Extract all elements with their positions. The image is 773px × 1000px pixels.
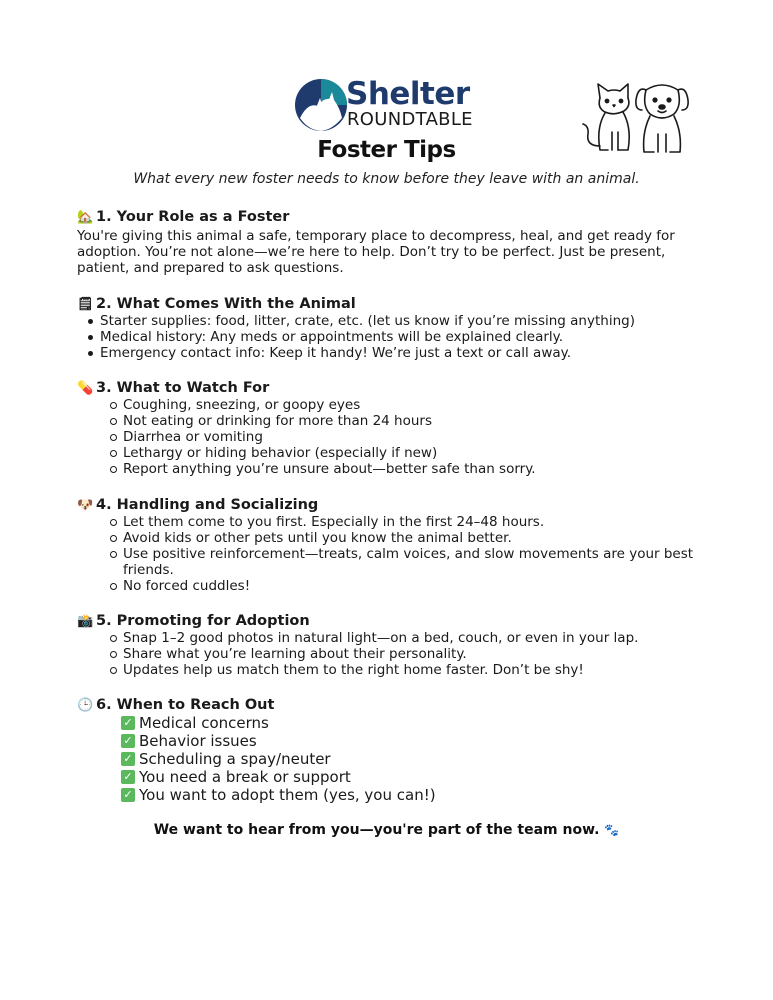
logo-word-shelter: Shelter: [346, 76, 470, 112]
list-item: [77, 732, 697, 750]
closing-message: [0, 822, 773, 838]
list-item-text: You need a break or support: [139, 768, 351, 786]
list-item: Updates help us match them to the right home faster. Don’t be shy!: [77, 662, 697, 678]
section-heading: [77, 497, 697, 514]
paw-prints-icon: 🐾: [604, 823, 620, 837]
list-item: [77, 768, 697, 786]
section-heading: [77, 296, 697, 313]
list-item: Share what you’re learning about their personality.: [77, 646, 697, 662]
list-item: No forced cuddles!: [77, 578, 697, 594]
list-item-text: Scheduling a spay/neuter: [139, 750, 331, 768]
check-mark-icon: ✓: [121, 770, 135, 784]
checklist: [77, 714, 697, 804]
check-mark-icon: ✓: [121, 716, 135, 730]
section-paragraph: You're giving this animal a safe, temporary place to decompress, heal, and get ready for adoption. You’re not alone—we’re here to help. Don’t try to be perfect. Just be present, patient, and prepared to ask questions.: [77, 228, 675, 276]
section-heading-text: 5. Promoting for Adoption: [96, 613, 310, 629]
section-heading-text: 3. What to Watch For: [96, 380, 270, 396]
house-icon: 🏡: [77, 210, 94, 225]
section-what-comes-with: [77, 296, 697, 361]
notepad-icon: 🗒: [77, 297, 94, 312]
section-your-role: [77, 209, 697, 276]
list-item: Report anything you’re unsure about—better safe than sorry.: [77, 461, 697, 477]
list-item: Starter supplies: food, litter, crate, etc. (let us know if you’re missing anything): [77, 313, 697, 329]
section-heading: [77, 209, 697, 226]
dog-face-icon: 🐶: [77, 498, 94, 513]
list-item: Not eating or drinking for more than 24 hours: [77, 413, 697, 429]
list-item: Let them come to you first. Especially in the first 24–48 hours.: [77, 514, 697, 530]
list-item: Lethargy or hiding behavior (especially if new): [77, 445, 697, 461]
list-item: [77, 786, 697, 804]
section-heading: [77, 697, 697, 714]
circle-list: [77, 514, 697, 594]
pill-icon: 💊: [77, 381, 94, 396]
section-heading: [77, 613, 697, 630]
logo-word-roundtable: ROUNDTABLE: [347, 109, 473, 130]
section-heading: [77, 380, 697, 397]
section-what-to-watch: [77, 380, 697, 477]
list-item: Coughing, sneezing, or goopy eyes: [77, 397, 697, 413]
list-item: Use positive reinforcement—treats, calm voices, and slow movements are your best friends.: [77, 546, 697, 578]
circle-list: [77, 630, 697, 678]
list-item: Diarrhea or vomiting: [77, 429, 697, 445]
clock-icon: 🕒: [77, 698, 94, 713]
circle-list: [77, 397, 697, 477]
section-heading-text: 6. When to Reach Out: [96, 697, 275, 713]
bullet-list: [77, 313, 697, 361]
page-title: Foster Tips: [317, 137, 456, 163]
section-handling: [77, 497, 697, 594]
section-heading-text: 1. Your Role as a Foster: [96, 209, 290, 225]
section-heading-text: 2. What Comes With the Animal: [96, 296, 356, 312]
section-reach-out: [77, 697, 697, 804]
section-promoting: [77, 613, 697, 678]
camera-icon: 📸: [77, 614, 94, 629]
list-item: Avoid kids or other pets until you know the animal better.: [77, 530, 697, 546]
check-mark-icon: ✓: [121, 788, 135, 802]
section-heading-text: 4. Handling and Socializing: [96, 497, 319, 513]
list-item-text: You want to adopt them (yes, you can!): [139, 786, 436, 804]
list-item: Emergency contact info: Keep it handy! We’re just a text or call away.: [77, 345, 697, 361]
list-item: Snap 1–2 good photos in natural light—on a bed, couch, or even in your lap.: [77, 630, 697, 646]
check-mark-icon: ✓: [121, 734, 135, 748]
list-item-text: Behavior issues: [139, 732, 257, 750]
check-mark-icon: ✓: [121, 752, 135, 766]
logo-mark-icon: [294, 78, 348, 132]
list-item: Medical history: Any meds or appointments will be explained clearly.: [77, 329, 697, 345]
list-item: [77, 714, 697, 732]
page-subtitle: What every new foster needs to know before they leave with an animal.: [133, 171, 640, 187]
shelter-roundtable-logo: [294, 78, 484, 134]
list-item-text: Medical concerns: [139, 714, 269, 732]
list-item: [77, 750, 697, 768]
closing-text: We want to hear from you—you're part of the team now.: [153, 822, 600, 838]
